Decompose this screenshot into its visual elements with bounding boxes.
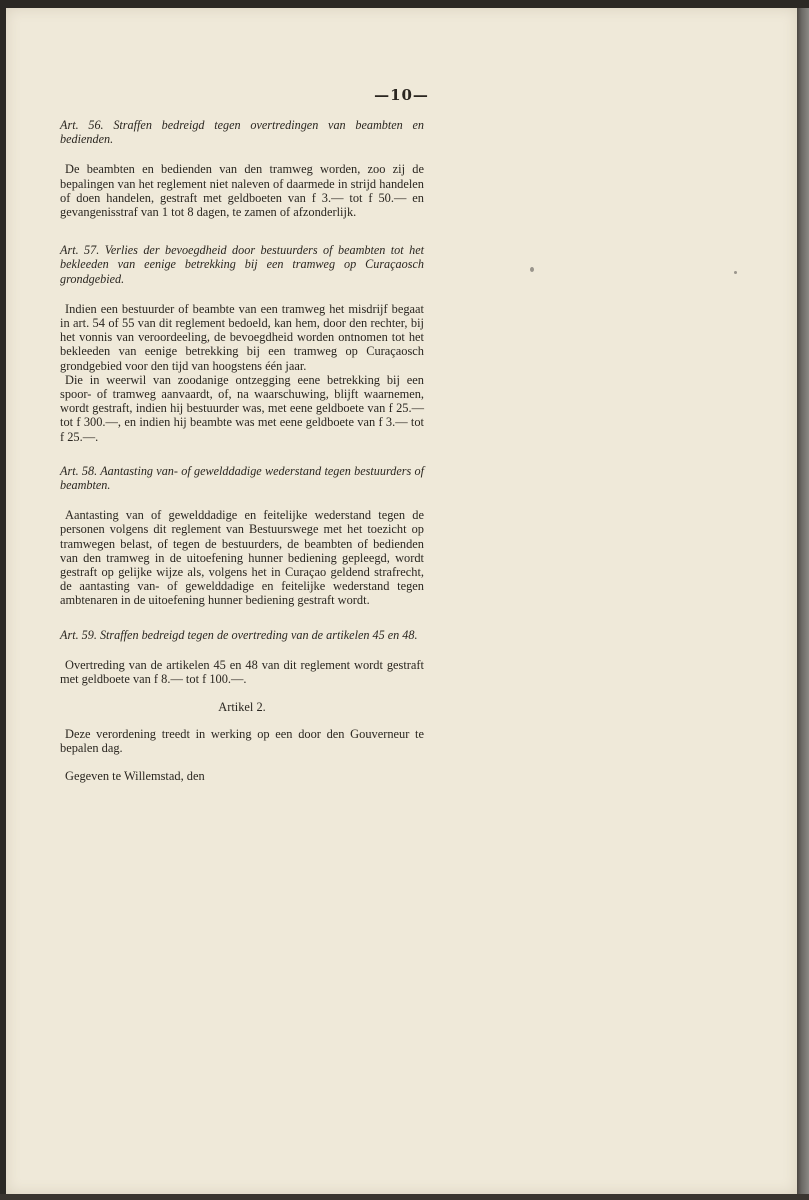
closing-line: Gegeven te Willemstad, den bbox=[65, 768, 205, 783]
article-57-text-2: Die in weerwil van zoodanige ontzegging eene betrekking bij een spoor- of tramweg aanvaardt, of, na waarschuwing, blijft waarnemen, wordt gestraft, indien hij bestuurder was, met eene geldboete van f 25.— tot f 300.—, en indien hij beambte was met eene geldboete van f 3.— tot f 25.—. bbox=[60, 372, 424, 444]
artikel-2-text: Deze verordening treedt in werking op een door den Gouverneur te bepalen dag. bbox=[60, 726, 424, 755]
specks bbox=[734, 271, 737, 274]
article-58-heading: Art. 58. Aantasting van- of gewelddadige wederstand tegen bestuurders of beambten. bbox=[60, 463, 424, 493]
page-number: —10— bbox=[374, 86, 429, 104]
specks bbox=[530, 267, 534, 272]
article-57-text-1: Indien een bestuurder of beambte van een tramweg het misdrijf begaat in art. 54 of 55 van dit reglement bedoeld, kan hem, door den rechter, bij het vonnis van veroordeeling, de bevoegdheid worden ontnomen tot het bekleeden van eenige betrekking bij een tramweg op Curaçaosch grondgebied voor den tijd van hoogstens één jaar. bbox=[60, 301, 424, 373]
article-58-text: Aantasting van of gewelddadige en feitelijke wederstand tegen de personen volgens dit reglement van Bestuurswege met het toezicht op tramwegen belast, of tegen de bestuurders, de beambten of bedienden van den tramweg in de uitoefening hunner bediening gepleegd, wordt gestraft op gelijke wijze als, volgens het in Curaçao geldend strafrecht, de aantasting van- of gewelddadige en feitelijke wederstand tegen ambtenaren in de uitoefening hunner bediening gestraft wordt. bbox=[60, 508, 424, 608]
article-59-heading: Art. 59. Straffen bedreigd tegen de overtreding van de artikelen 45 en 48. bbox=[60, 627, 418, 642]
artikel-2-title: Artikel 2. bbox=[218, 700, 266, 715]
body-text-column bbox=[60, 118, 424, 797]
article-56-text: De beambten en bedienden van den tramweg worden, zoo zij de bepalingen van het reglement niet naleven of daarmede in strijd handelen of doen handelen, gestraft met geldboeten van f 3.— tot f 50.— en gevangenisstraf van 1 tot 8 dagen, te zamen of afzonderlijk. bbox=[60, 162, 424, 220]
article-57-heading: Art. 57. Verlies der bevoegdheid door bestuurders of beambten tot het bekleeden van eenige betrekking bij een tramweg op Curaçaosch grondgebied. bbox=[60, 243, 424, 286]
article-59-text: Overtreding van de artikelen 45 en 48 van dit reglement wordt gestraft met geldboete van f 8.— tot f 100.—. bbox=[60, 657, 424, 687]
article-56-heading: Art. 56. Straffen bedreigd tegen overtredingen van beambten en bedienden. bbox=[60, 118, 424, 147]
document-page bbox=[6, 8, 797, 1194]
book-spine-edge bbox=[797, 8, 809, 1194]
scan-border bbox=[0, 1194, 809, 1200]
